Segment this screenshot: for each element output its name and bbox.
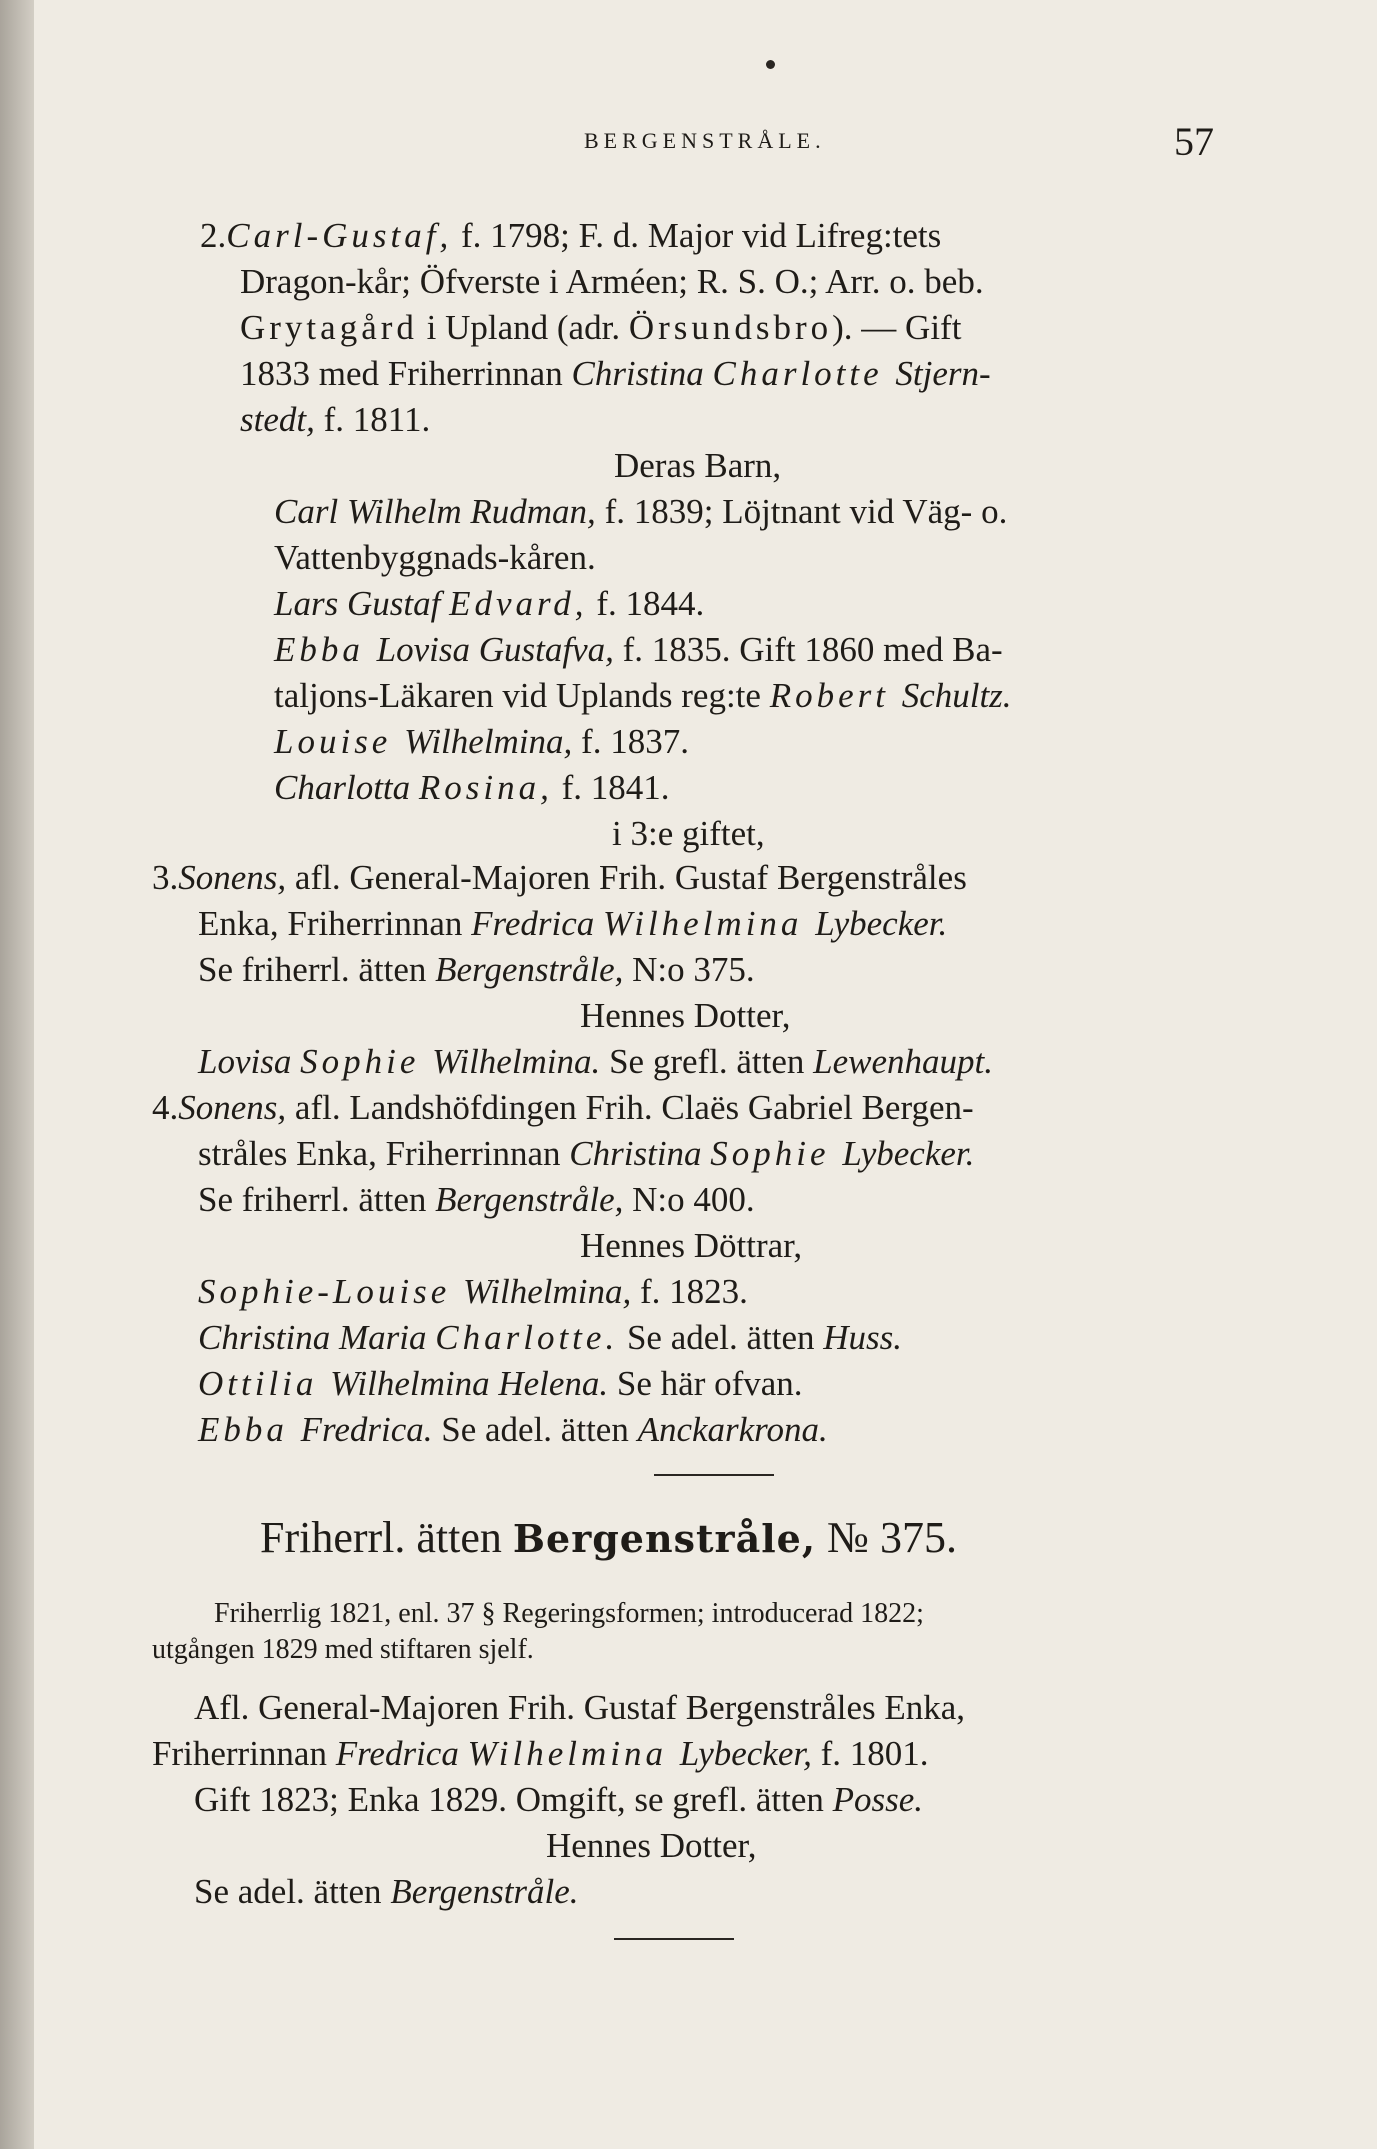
daughters-heading-4: Hennes Döttrar, (580, 1226, 803, 1265)
section-divider-top (654, 1474, 774, 1476)
ink-dot (766, 60, 775, 69)
running-header: BERGENSTRÅLE. (584, 128, 826, 153)
entry-2-line-5: stedt, f. 1811. (240, 400, 431, 439)
entry-2-line-3: Grytagård i Upland (adr. Örsundsbro). — Gift (240, 308, 962, 347)
section-para-line-2: Friherrinnan Fredrica Wilhelmina Lybecker, f. 1801. (152, 1734, 929, 1773)
entry-4-daughter-4: Ebba Fredrica. Se adel. ätten Anckarkrona. (198, 1410, 828, 1449)
entry-2-line-1: 2.Carl-Gustaf, f. 1798; F. d. Major vid Lifreg:tets (200, 216, 942, 255)
book-page (34, 0, 1377, 2149)
entry-3-line-3: Se friherrl. ätten Bergenstråle, N:o 375. (198, 950, 755, 989)
entry-3-daughter: Lovisa Sophie Wilhelmina. Se grefl. ätten Lewenhaupt. (198, 1042, 994, 1081)
section-note-line-1: Friherrlig 1821, enl. 37 § Regeringsformen; introducerad 1822; (214, 1598, 924, 1629)
section-daughter-heading: Hennes Dotter, (546, 1826, 757, 1865)
child-3-line-1: Ebba Lovisa Gustafva, f. 1835. Gift 1860 med Ba- (274, 630, 1003, 669)
entry-4-daughter-1: Sophie-Louise Wilhelmina, f. 1823. (198, 1272, 748, 1311)
entry-4-daughter-3: Ottilia Wilhelmina Helena. Se här ofvan. (198, 1364, 803, 1403)
section-para-line-3: Gift 1823; Enka 1829. Omgift, se grefl. ätten Posse. (194, 1780, 924, 1819)
page-number: 57 (1174, 119, 1214, 164)
entry-3-line-2: Enka, Friherrinnan Fredrica Wilhelmina Lybecker. (198, 904, 948, 943)
entry-4-line-2: stråles Enka, Friherrinnan Christina Sophie Lybecker. (198, 1134, 975, 1173)
daughter-heading-3: Hennes Dotter, (580, 996, 791, 1035)
child-4: Louise Wilhelmina, f. 1837. (274, 722, 689, 761)
section-para-line-1: Afl. General-Majoren Frih. Gustaf Bergenstråles Enka, (194, 1688, 966, 1727)
entry-4-daughter-2: Christina Maria Charlotte. Se adel. ätten Huss. (198, 1318, 903, 1357)
entry-3-line-1: 3.Sonens, afl. General-Majoren Frih. Gustaf Bergenstråles (152, 858, 967, 897)
section-divider-bottom (614, 1938, 734, 1940)
child-5: Charlotta Rosina, f. 1841. (274, 768, 670, 807)
page-gutter (0, 0, 34, 2149)
child-2: Lars Gustaf Edvard, f. 1844. (274, 584, 705, 623)
child-1-line-1: Carl Wilhelm Rudman, f. 1839; Löjtnant vid Väg- o. (274, 492, 1008, 531)
child-1-line-2: Vattenbyggnads-kåren. (274, 538, 596, 577)
section-note-line-2: utgången 1829 med stiftaren sjelf. (152, 1634, 534, 1665)
entry-4-line-3: Se friherrl. ätten Bergenstråle, N:o 400. (198, 1180, 755, 1219)
child-3-line-2: taljons-Läkaren vid Uplands reg:te Robert Schultz. (274, 676, 1012, 715)
third-marriage-heading: i 3:e giftet, (612, 814, 765, 853)
children-heading: Deras Barn, (614, 446, 782, 485)
section-daughter-line: Se adel. ätten Bergenstråle. (194, 1872, 579, 1911)
entry-2-line-2: Dragon-kår; Öfverste i Arméen; R. S. O.; Arr. o. beb. (240, 262, 984, 301)
entry-4-line-1: 4.Sonens, afl. Landshöfdingen Frih. Claës Gabriel Bergen- (152, 1088, 974, 1127)
section-heading: Friherrl. ätten Bergenstråle, № 375. (260, 1513, 958, 1562)
entry-2-line-4: 1833 med Friherrinnan Christina Charlotte Stjern- (240, 354, 991, 393)
